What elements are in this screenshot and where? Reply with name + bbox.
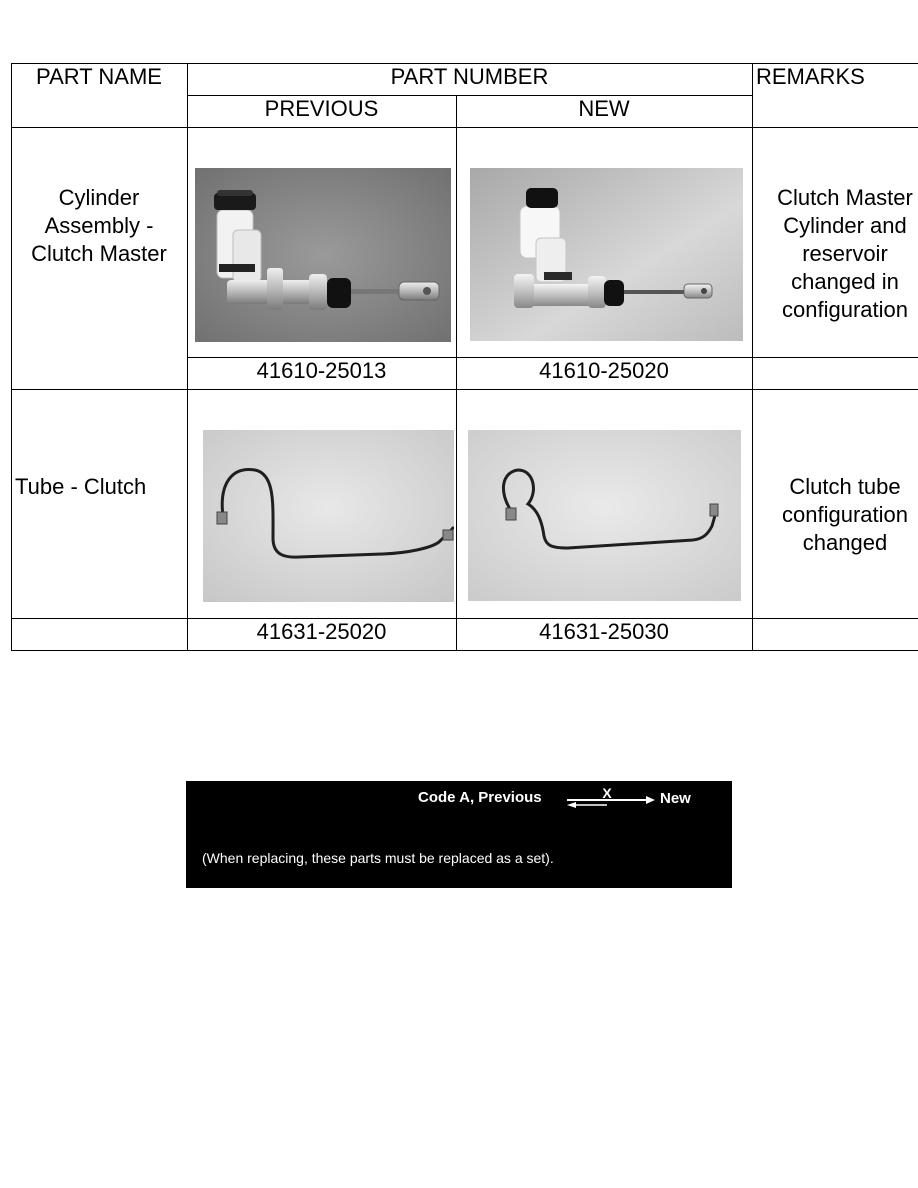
row1-remarks-line: configuration bbox=[782, 297, 908, 322]
row1-part-name-line: Clutch Master bbox=[31, 241, 167, 266]
header-new: NEW bbox=[578, 96, 630, 121]
row1-remarks-line: reservoir bbox=[802, 241, 888, 266]
row2-remarks-line: Clutch tube bbox=[789, 474, 901, 499]
header-part-number: PART NUMBER bbox=[390, 64, 549, 89]
legend-new-label: New bbox=[660, 790, 691, 807]
table-rule-col3 bbox=[752, 63, 753, 651]
row1-remarks-line: Cylinder and bbox=[783, 213, 907, 238]
legend-arrow-mark: X bbox=[602, 787, 612, 801]
table-rule-left bbox=[11, 63, 12, 651]
row2-previous-part-number: 41631-25020 bbox=[256, 619, 387, 644]
row2-remarks bbox=[756, 473, 918, 557]
new-clutch-tube-photo bbox=[468, 430, 741, 601]
table-rule-header-bottom bbox=[11, 127, 918, 128]
row2-part-name-line: Tube - Clutch bbox=[15, 474, 147, 499]
row2-remarks-line: configuration bbox=[782, 502, 908, 527]
row1-remarks bbox=[756, 184, 918, 324]
row2-remarks-line: changed bbox=[802, 530, 888, 555]
parts-table bbox=[11, 63, 918, 651]
row2-new-part-number: 41631-25030 bbox=[539, 619, 669, 644]
header-previous: PREVIOUS bbox=[264, 96, 379, 121]
header-part-name: PART NAME bbox=[36, 64, 162, 89]
table-rule-row1-bottom bbox=[11, 389, 918, 390]
legend-code-label: Code A, Previous bbox=[418, 789, 542, 806]
interchangeability-arrows-icon bbox=[567, 787, 655, 809]
legend-note: (When replacing, these parts must be replaced as a set). bbox=[202, 850, 554, 866]
table-rule-bottom bbox=[11, 650, 918, 651]
row1-part-name bbox=[11, 184, 187, 268]
previous-clutch-tube-photo bbox=[203, 430, 454, 602]
row1-remarks-line: Clutch Master bbox=[777, 185, 913, 210]
previous-master-cylinder-photo bbox=[195, 168, 451, 342]
row1-part-name-line: Cylinder bbox=[58, 185, 140, 210]
row1-new-part-number: 41610-25020 bbox=[539, 358, 669, 383]
row1-previous-part-number: 41610-25013 bbox=[256, 358, 387, 383]
row1-remarks-line: changed in bbox=[791, 269, 899, 294]
header-remarks: REMARKS bbox=[756, 64, 865, 89]
row1-part-name-line: Assembly - bbox=[44, 213, 154, 238]
new-master-cylinder-photo bbox=[470, 168, 743, 341]
interchangeability-legend bbox=[186, 781, 732, 888]
row2-part-name bbox=[15, 473, 146, 501]
